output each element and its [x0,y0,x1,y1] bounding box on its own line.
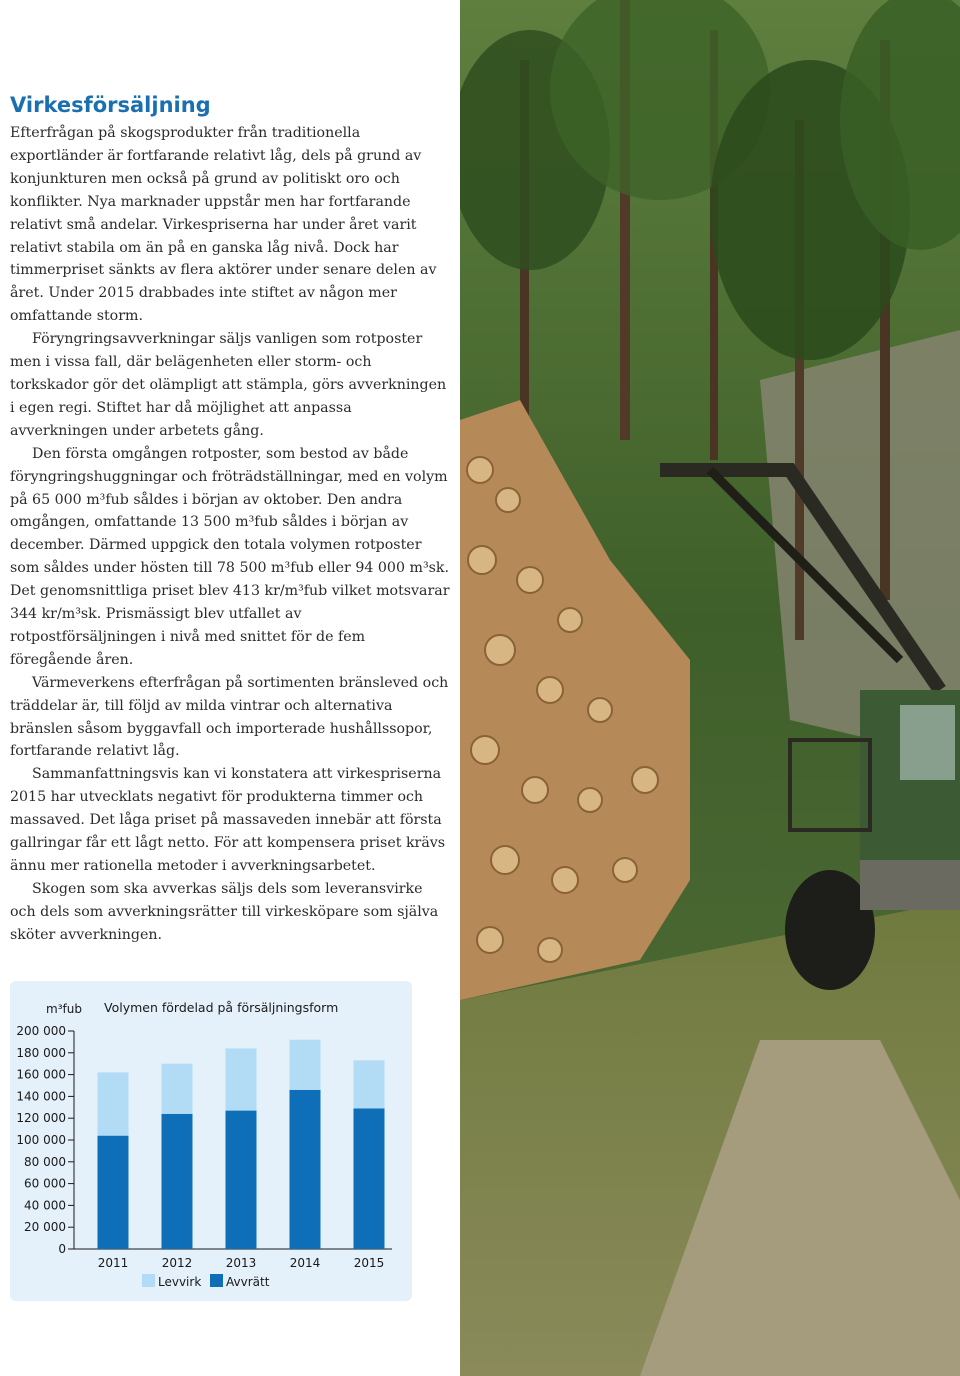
paragraph-5: Sammanfattningsvis kan vi konstatera att virkespriserna 2015 har utvecklats negativt för produkterna timmer och massaved. Det låga priset på massaveden innebär att första gallringar får ett lågt netto. För att kompensera priset krävs ännu mer rationella metoder i avverkningsarbetet. [10,766,446,874]
legend-swatch-levvirk [142,1274,155,1287]
x-tick-label: 2014 [289,1256,321,1270]
bar-levvirk-2014 [290,1040,321,1090]
y-tick-label: 60 000 [24,1176,66,1191]
x-tick-label: 2015 [353,1256,385,1270]
bar-avvrätt-2011 [98,1136,129,1249]
legend-swatch-avvrätt [210,1274,223,1287]
forest-harvest-photo [460,0,960,1376]
y-tick-label: 120 000 [16,1111,66,1126]
paragraph-1: Efterfrågan på skogsprodukter från traditionella exportländer är fortfarande relativt låg, dels på grund av konjunkturen men också på grund av politiskt oro och konflikter. Nya marknader uppstår men har fortfarande relativt små andelar. Virkespriserna har under året varit relativt stabila om än på en ganska låg nivå. Dock har timmerpriset sänkts av flera aktörer under senare delen av året. Under 2015 drabbades inte stiftet av någon mer omfattande storm. [10,125,437,325]
y-tick-label: 80 000 [24,1154,66,1169]
bar-avvrätt-2015 [354,1108,385,1249]
y-tick-label: 0 [58,1242,66,1256]
article [10,92,450,947]
bar-levvirk-2011 [98,1072,129,1135]
x-tick-label: 2013 [225,1256,257,1270]
y-tick-label: 160 000 [16,1067,66,1082]
y-tick-label: 180 000 [16,1045,66,1060]
chart-ylabel: m³fub [46,1002,82,1016]
legend [142,1274,270,1289]
article-body [10,122,450,947]
paragraph-4: Värmeverkens efterfrågan på sortimenten bränsleved och träddelar är, till följd av milda vintrar och alternativa bränslen såsom byggavfall och importerade hushållssopor, fortfarande relativt låg. [10,674,449,760]
article-heading: Virkesförsäljning [10,93,211,117]
x-tick-label: 2011 [97,1256,129,1270]
x-tick-labels [98,1256,385,1270]
y-tick-label: 20 000 [24,1220,66,1235]
paragraph-6: Skogen som ska avverkas säljs dels som leveransvirke och dels som avverkningsrätter till virkesköpare som själva sköter avverkningen. [10,880,439,943]
bar-levvirk-2013 [226,1048,257,1110]
legend-label-avvrätt: Avvrätt [226,1275,270,1289]
y-tick-label: 200 000 [16,1024,66,1038]
bar-avvrätt-2013 [226,1111,257,1249]
y-ticks [16,1024,74,1256]
y-tick-label: 140 000 [16,1089,66,1104]
x-tick-label: 2012 [161,1256,193,1270]
bar-levvirk-2012 [162,1064,193,1114]
bar-levvirk-2015 [354,1060,385,1108]
volume-chart [10,981,412,1301]
y-tick-label: 100 000 [16,1133,66,1147]
chart-canvas [10,981,412,1301]
bar-avvrätt-2014 [290,1090,321,1249]
paragraph-3: Den första omgången rotposter, som bestod av både föryngringshuggningar och fröträdställningar, med en volym på 65 000 m³fub såldes i början av oktober. Den andra omgången, omfattande 13 500 m³fub såldes i början av december. Därmed uppgick den totala volymen rotposter som såldes under hösten till 78 500 m³fub eller 94 000 m³sk. Det genomsnittliga priset blev 413 kr/m³fub vilket motsvarar 344 kr/m³sk. Prismässigt blev utfallet av rotpostförsäljningen i nivå med snittet för de fem föregående åren. [10,445,450,668]
chart-title: Volymen fördelad på försäljningsform [104,1000,339,1015]
y-tick-label: 40 000 [24,1198,66,1213]
legend-label-levvirk: Levvirk [158,1275,202,1289]
paragraph-2: Föryngringsavverkningar säljs vanligen som rotposter men i vissa fall, där belägenheten eller storm- och torkskador gör det olämpligt att stämpla, görs avverkningen i egen regi. Stiftet har då möjlighet att anpassa avverkningen under arbetets gång. [10,331,447,439]
bars [98,1040,385,1249]
bar-avvrätt-2012 [162,1114,193,1249]
